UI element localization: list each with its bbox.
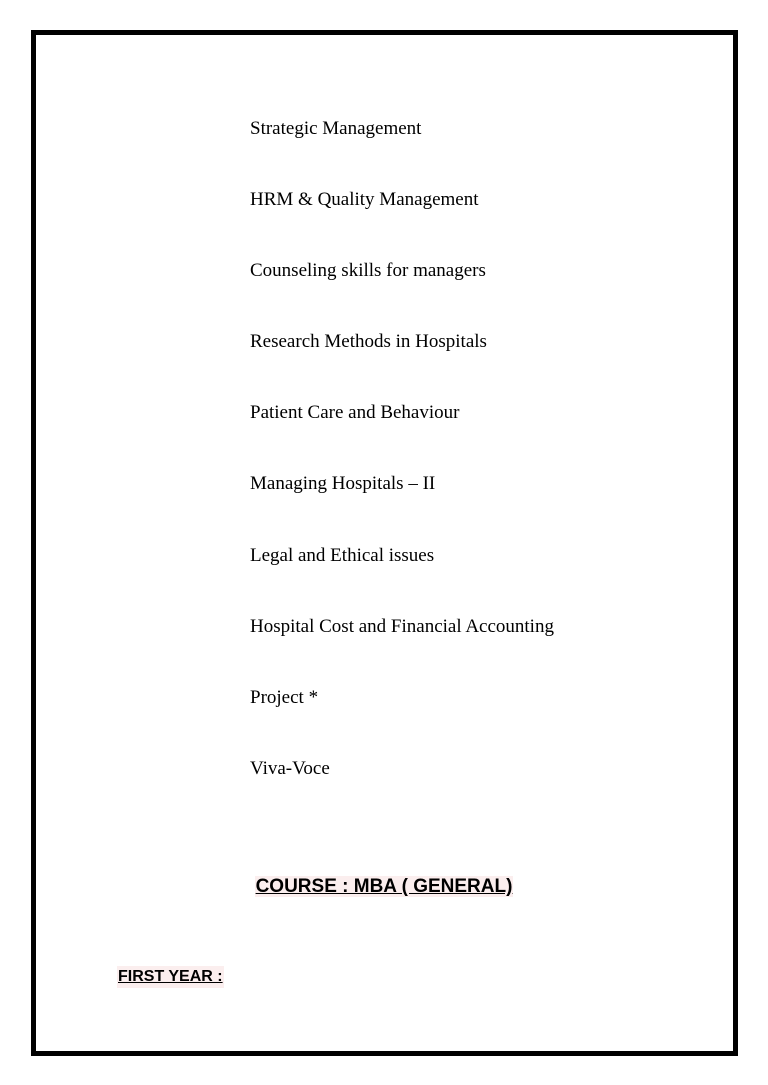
- subject-item: Hospital Cost and Financial Accounting: [250, 615, 554, 637]
- subject-item: Strategic Management: [250, 118, 422, 139]
- subject-item: Managing Hospitals – II: [250, 473, 436, 495]
- subject-item: Research Methods in Hospitals: [250, 331, 487, 353]
- subject-item: Patient Care and Behaviour: [250, 402, 460, 424]
- subject-item: Legal and Ethical issues: [250, 544, 435, 566]
- subject-list: [250, 116, 554, 827]
- course-heading-wrapper: [0, 874, 768, 900]
- subject-item: Viva-Voce: [250, 757, 330, 779]
- subject-item: Counseling skills for managers: [250, 260, 486, 282]
- subject-item: Project *: [250, 686, 319, 708]
- course-heading: COURSE : MBA ( GENERAL): [255, 876, 513, 897]
- subject-item: HRM & Quality Management: [250, 189, 479, 211]
- year-heading: FIRST YEAR :: [117, 966, 224, 988]
